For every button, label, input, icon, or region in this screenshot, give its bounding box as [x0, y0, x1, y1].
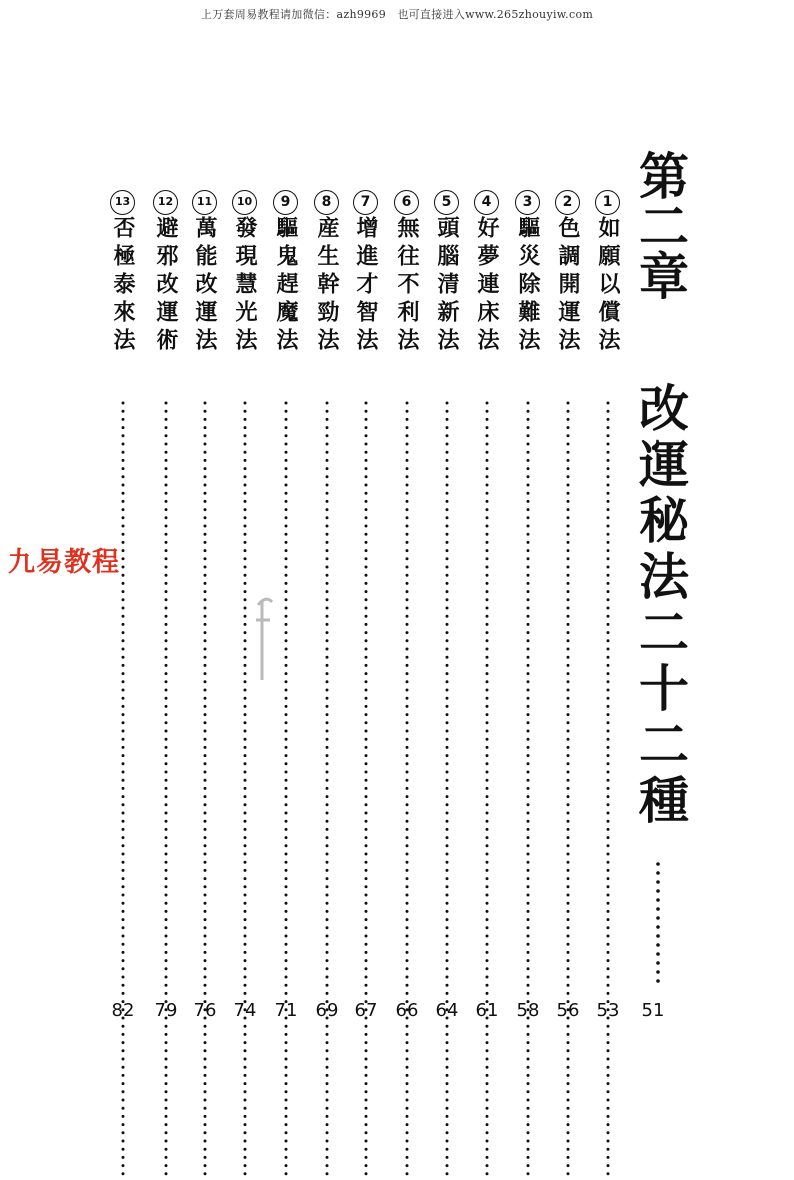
leader-dots: [163, 400, 169, 1180]
entry-title: 增進才智法: [353, 216, 379, 356]
entry-number-circle: 6: [394, 190, 419, 215]
leader-dots: [202, 400, 208, 1180]
chapter-title: 改運秘法二十二種: [631, 382, 689, 830]
watermark-text: 九易教程: [8, 547, 120, 578]
leader-dots: [324, 400, 330, 1180]
chapter-number: 第二章: [631, 150, 689, 300]
leader-dots: [242, 400, 248, 1180]
entry-page-number: 71: [274, 1000, 298, 1021]
leader-dots: [363, 400, 369, 1180]
leader-dots: [404, 400, 410, 1180]
entry-number-circle: 11: [192, 190, 217, 215]
entry-page-number: 58: [516, 1000, 540, 1021]
entry-page-number: 66: [395, 1000, 419, 1021]
entry-number-circle: 4: [474, 190, 499, 215]
leader-dots: [444, 400, 450, 1180]
entry-number-circle: 12: [153, 190, 178, 215]
leader-dots: [605, 400, 611, 1180]
entry-page-number: 61: [475, 1000, 499, 1021]
page-header-notice: 上万套周易教程请加微信：azh9969 也可直接进入www.265zhouyiw.com: [200, 8, 594, 21]
entry-page-number: 67: [354, 1000, 378, 1021]
entry-title: 驅鬼趕魔法: [273, 216, 299, 356]
entry-title: 如願以償法: [595, 216, 621, 356]
entry-number-circle: 13: [110, 190, 135, 215]
entry-page-number: 69: [315, 1000, 339, 1021]
entry-title: 産生幹勁法: [314, 216, 340, 356]
entry-title: 發現慧光法: [232, 216, 258, 356]
entry-number-circle: 7: [353, 190, 378, 215]
chapter-leader-dots: [652, 860, 664, 986]
entry-title: 驅災除難法: [515, 216, 541, 356]
entry-title: 頭腦清新法: [434, 216, 460, 356]
scan-smudge: [248, 540, 278, 680]
entry-number-circle: 8: [314, 190, 339, 215]
entry-number-circle: 3: [515, 190, 540, 215]
entry-page-number: 82: [111, 1000, 135, 1021]
leader-dots: [525, 400, 531, 1180]
leader-dots: [484, 400, 490, 1180]
entry-number-circle: 2: [555, 190, 580, 215]
entry-title: 萬能改運法: [192, 216, 218, 356]
entry-page-number: 64: [435, 1000, 459, 1021]
entry-title: 好夢連床法: [474, 216, 500, 356]
leader-dots: [120, 400, 126, 1180]
entry-number-circle: 1: [595, 190, 620, 215]
entry-title: 避邪改運術: [153, 216, 179, 356]
entry-page-number: 79: [154, 1000, 178, 1021]
entry-number-circle: 10: [232, 190, 257, 215]
entry-number-circle: 5: [434, 190, 459, 215]
entry-page-number: 53: [596, 1000, 620, 1021]
entry-title: 色調開運法: [555, 216, 581, 356]
leader-dots: [565, 400, 571, 1180]
leader-dots: [283, 400, 289, 1180]
entry-page-number: 74: [233, 1000, 257, 1021]
chapter-page-number: 51: [641, 1000, 665, 1021]
entry-page-number: 56: [556, 1000, 580, 1021]
entry-title: 否極泰來法: [110, 216, 136, 356]
entry-title: 無往不利法: [394, 216, 420, 356]
entry-page-number: 76: [193, 1000, 217, 1021]
entry-number-circle: 9: [273, 190, 298, 215]
